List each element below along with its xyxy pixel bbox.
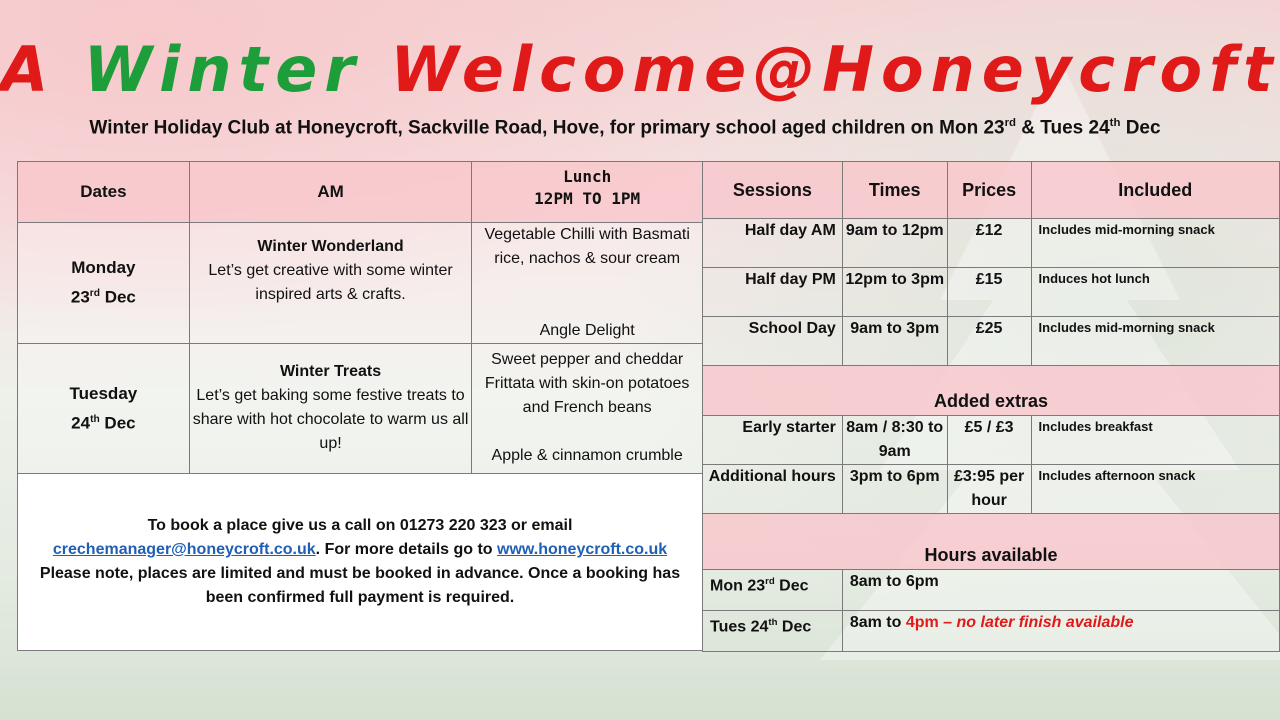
session-included: Includes mid-morning snack	[1031, 219, 1279, 268]
lunch-cell: Vegetable Chilli with Basmati rice, nachos & sour cream Angle Delight	[472, 223, 703, 344]
session-name: Half day PM	[703, 268, 843, 317]
header-times: Times	[842, 162, 947, 219]
schedule-row-monday	[18, 223, 703, 344]
hours-band	[703, 514, 1280, 570]
lunch-cell: Sweet pepper and cheddar Frittata with skin-on potatoes and French beans Apple & cinnamon crumble	[472, 344, 703, 474]
day-cell: Tuesday 24th Dec	[18, 344, 190, 474]
extra-included: Includes breakfast	[1031, 416, 1279, 465]
extra-time: 8am / 8:30 to 9am	[842, 416, 947, 465]
booking-row	[18, 474, 703, 651]
extra-name: Early starter	[703, 416, 843, 465]
pricing-table	[702, 161, 1280, 652]
session-row	[703, 219, 1280, 268]
session-time: 12pm to 3pm	[842, 268, 947, 317]
am-activity-cell: Winter Treats Let’s get baking some festive treats to share with hot chocolate to warm us all up!	[189, 344, 472, 474]
title-word-a: A	[0, 33, 56, 106]
hours-day: Mon 23rd Dec	[703, 570, 843, 611]
session-included: Induces hot lunch	[1031, 268, 1279, 317]
extra-price: £5 / £3	[947, 416, 1031, 465]
header-included: Included	[1031, 162, 1279, 219]
hours-time: 8am to 6pm	[842, 570, 1279, 611]
hours-time: 8am to 4pm – no later finish available	[842, 611, 1279, 652]
website-link[interactable]: www.honeycroft.co.uk	[497, 541, 668, 558]
session-time: 9am to 12pm	[842, 219, 947, 268]
page-title	[0, 30, 1280, 110]
extras-title: Added extras	[703, 366, 1280, 416]
hours-title: Hours available	[703, 514, 1280, 570]
extra-name: Additional hours	[703, 465, 843, 514]
header-lunch: Lunch 12PM TO 1PM	[472, 162, 703, 223]
email-link[interactable]: crechemanager@honeycroft.co.uk	[52, 541, 316, 558]
session-included: Includes mid-morning snack	[1031, 317, 1279, 366]
subtitle: Winter Holiday Club at Honeycroft, Sackville Road, Hove, for primary school aged children on Mon 23rd & Tues 24th Dec	[89, 117, 1161, 139]
session-price: £15	[947, 268, 1031, 317]
booking-info: To book a place give us a call on 01273 220 323 or email crechemanager@honeycroft.co.uk. For more details go to www.honeycroft.co.uk Please note, places are limited and must be booked in advance. Once a booking has been confirmed full payment is required.	[18, 474, 703, 651]
session-name: School Day	[703, 317, 843, 366]
session-row	[703, 268, 1280, 317]
pricing-header-row	[703, 162, 1280, 219]
session-name: Half day AM	[703, 219, 843, 268]
schedule-table	[17, 161, 703, 651]
hours-row	[703, 611, 1280, 652]
session-price: £12	[947, 219, 1031, 268]
hours-row	[703, 570, 1280, 611]
title-word-winter: Winter	[83, 33, 362, 106]
session-time: 9am to 3pm	[842, 317, 947, 366]
extra-time: 3pm to 6pm	[842, 465, 947, 514]
header-dates: Dates	[18, 162, 190, 223]
session-row	[703, 317, 1280, 366]
header-am: AM	[189, 162, 472, 223]
extra-row	[703, 416, 1280, 465]
am-activity-cell: Winter Wonderland Let’s get creative with some winter inspired arts & crafts.	[189, 223, 472, 344]
title-word-welcome: Welcome@Honeycroft	[390, 33, 1280, 106]
session-price: £25	[947, 317, 1031, 366]
day-cell: Monday 23rd Dec	[18, 223, 190, 344]
extra-price: £3:95 per hour	[947, 465, 1031, 514]
extras-band	[703, 366, 1280, 416]
hours-day: Tues 24th Dec	[703, 611, 843, 652]
schedule-row-tuesday	[18, 344, 703, 474]
header-sessions: Sessions	[703, 162, 843, 219]
schedule-header-row	[18, 162, 703, 223]
header-prices: Prices	[947, 162, 1031, 219]
extra-included: Includes afternoon snack	[1031, 465, 1279, 514]
extra-row	[703, 465, 1280, 514]
